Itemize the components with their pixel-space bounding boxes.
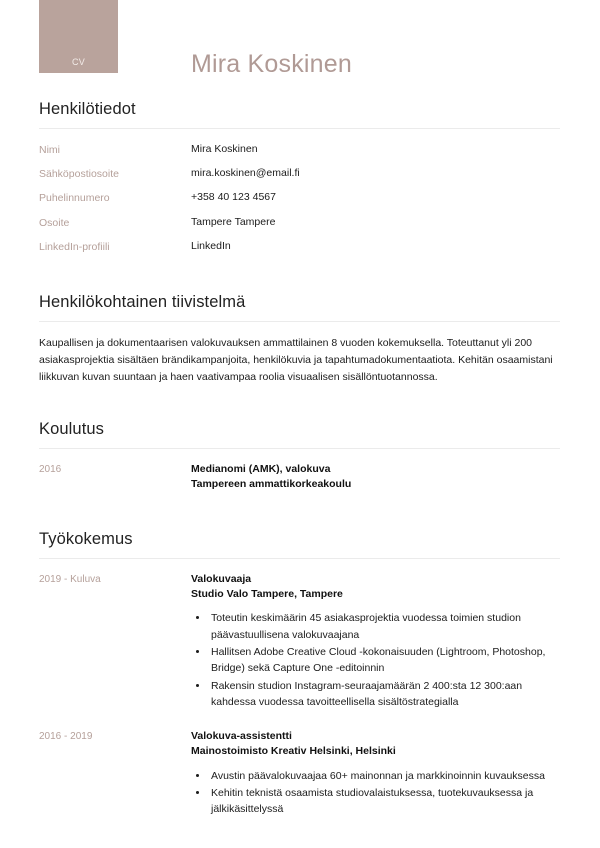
list-item: • Toteutin keskimäärin 45 asiakasprojektia vuodessa toimien studion päävastuullisena valokuvaajana (209, 610, 560, 643)
experience-bullet-list (191, 768, 560, 818)
experience-entry-job-title: Valokuvaaja (191, 572, 252, 585)
detail-row-email (39, 166, 560, 181)
experience-entry-body (191, 572, 560, 711)
profile-photo-placeholder (39, 0, 118, 73)
list-item: • Rakensin studion Instagram-seuraajamäärän 2 400:sta 12 300:aan kahdessa vuodessa tavoitteellisella sisältöstrategialla (209, 678, 560, 711)
experience-entry (39, 729, 560, 819)
detail-label: Nimi (39, 144, 60, 156)
list-item: • Avustin päävalokuvaajaa 60+ mainonnan ja markkinoinnin kuvauksessa (209, 768, 560, 784)
detail-value: +358 40 123 4567 (191, 191, 276, 204)
spacer (39, 715, 560, 729)
education-entry-body (191, 462, 560, 492)
detail-label: Sähköpostiosoite (39, 168, 119, 181)
detail-value-linkedin[interactable]: LinkedIn (191, 239, 231, 252)
section-divider (39, 448, 560, 449)
experience-bullet-list (191, 610, 560, 710)
experience-entry-job-title: Valokuva-assistentti (191, 730, 292, 743)
section-experience (0, 530, 600, 819)
section-divider (39, 321, 560, 322)
cv-header (0, 0, 600, 100)
detail-label: LinkedIn-profiili (39, 240, 110, 253)
section-heading-summary: Henkilökohtainen tiivistelmä (39, 292, 246, 311)
experience-entry-date: 2016 - 2019 (39, 731, 93, 743)
list-item: • Kehitin teknistä osaamista studiovalaistuksessa, tuotekuvauksessa ja jälkikäsittelyssä (209, 785, 560, 818)
list-item: • Hallitsen Adobe Creative Cloud -kokonaisuuden (Lightroom, Photoshop, Bridge) sekä Capture One -editoinnin (209, 644, 560, 677)
section-heading-education: Koulutus (39, 419, 105, 438)
section-education (0, 420, 600, 492)
section-heading-experience: Työkokemus (39, 529, 133, 548)
spacer (0, 263, 600, 293)
detail-row-phone (39, 190, 560, 205)
profile-photo-alt-text: CV (71, 57, 86, 67)
experience-entry-date: 2019 - Kuluva (39, 573, 101, 585)
experience-entry-employer: Mainostoimisto Kreativ Helsinki, Helsinki (191, 744, 396, 757)
page-title: Mira Koskinen (191, 50, 352, 78)
education-entry (39, 462, 560, 492)
experience-entry-employer: Studio Valo Tampere, Tampere (191, 587, 343, 600)
detail-value: Tampere Tampere (191, 215, 276, 228)
section-divider (39, 128, 560, 129)
education-entry-degree: Medianomi (AMK), valokuva (191, 462, 331, 475)
section-divider (39, 558, 560, 559)
section-summary (0, 293, 600, 386)
section-heading-personal-details: Henkilötiedot (39, 100, 136, 118)
education-entry-institution: Tampereen ammattikorkeakoulu (191, 477, 352, 490)
detail-value: Mira Koskinen (191, 143, 258, 155)
education-entry-date: 2016 (39, 463, 62, 475)
detail-row-address (39, 215, 560, 230)
summary-paragraph: Kaupallisen ja dokumentaarisen valokuvauksen ammattilainen 8 vuoden kokemuksella. Toteuttanut yli 200 asiakasprojektia sisältäen brändikampanjoita, henkilökuvia ja tapahtumadokumentaatiota. Kehitän osaamistani liikkuvan kuvan suuntaan ja haen vaativampaa roolia visuaalisen sisällöntuotannossa. (39, 336, 553, 383)
detail-label: Puhelinnumero (39, 192, 110, 205)
section-personal-details (0, 100, 600, 254)
detail-row-linkedin (39, 239, 560, 254)
detail-label: Osoite (39, 216, 70, 229)
detail-row-name (39, 142, 560, 157)
detail-value: mira.koskinen@email.fi (191, 167, 300, 180)
spacer (0, 386, 600, 420)
experience-entry-body (191, 729, 560, 819)
experience-entry (39, 572, 560, 711)
spacer (0, 496, 600, 530)
